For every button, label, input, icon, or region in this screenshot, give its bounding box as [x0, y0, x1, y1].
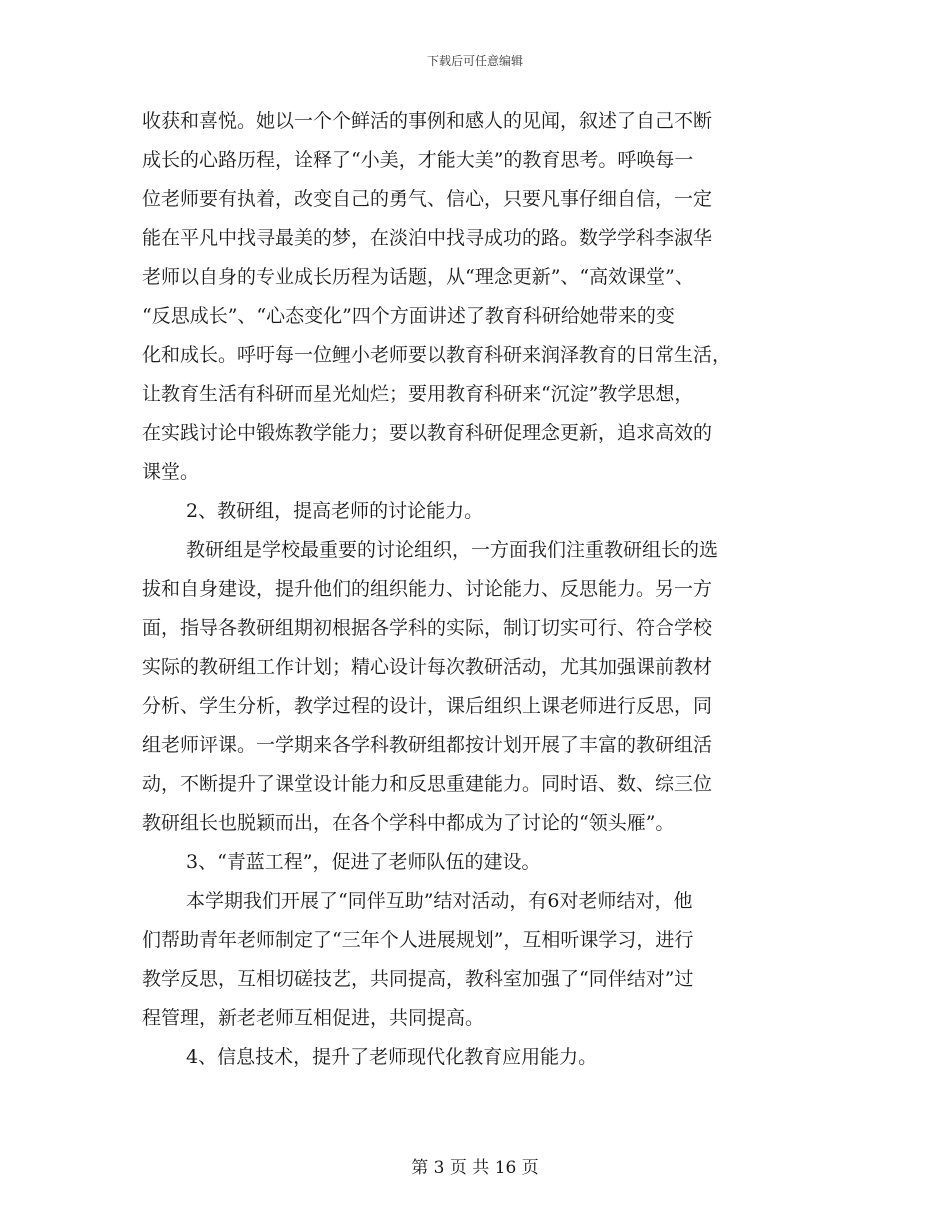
- text-line: 成长的心路历程，诠释了“小美，才能大美”的教育思考。呼唤每一: [142, 149, 694, 171]
- text-line: “反思成长”、“心态变化”四个方面讲述了教育科研给她带来的变: [142, 305, 675, 327]
- text-line: 在实践讨论中锻炼教学能力；要以教育科研促理念更新，追求高效的: [142, 422, 713, 444]
- text-line: 动，不断提升了课堂设计能力和反思重建能力。同时语、数、综三位: [142, 773, 713, 795]
- text-line: 面，指导各教研组期初根据各学科的实际，制订切实可行、符合学校: [142, 617, 713, 639]
- text-line: 教研组长也脱颖而出，在各个学科中都成为了讨论的“领头雁”。: [142, 812, 675, 834]
- text-line: 收获和喜悦。她以一个个鲜活的事例和感人的见闻，叙述了自己不断: [142, 110, 713, 132]
- text-line: 化和成长。呼吁每一位鲤小老师要以教育科研来润泽教育的日常生活，: [142, 344, 732, 366]
- text-line: 教研组是学校最重要的讨论组织，一方面我们注重教研组长的选: [186, 539, 719, 561]
- section-heading: 3、“青蓝工程”，促进了老师队伍的建设。: [186, 851, 541, 873]
- text-line: 老师以自身的专业成长历程为话题，从“理念更新”、“高效课堂”、: [142, 266, 694, 288]
- text-line: 程管理，新老老师互相促进，共同提高。: [142, 1007, 485, 1029]
- text-line: 组老师评课。一学期来各学科教研组都按计划开展了丰富的教研组活: [142, 734, 713, 756]
- section-heading: 2、教研组，提高老师的讨论能力。: [186, 500, 484, 522]
- page-header: 下载后可任意编辑: [426, 54, 523, 68]
- text-line: 实际的教研组工作计划；精心设计每次教研活动，尤其加强课前教材: [142, 656, 713, 678]
- text-line: 课堂。: [142, 461, 200, 483]
- text-line: 们帮助青年老师制定了“三年个人进展规划”，互相听课学习，进行: [142, 929, 694, 951]
- text-line: 分析、学生分析，教学过程的设计，课后组织上课老师进行反思，同: [142, 695, 713, 717]
- text-line: 教学反思，互相切磋技艺，共同提高，教科室加强了“同伴结对”过: [142, 968, 694, 990]
- text-line: 让教育生活有科研而星光灿烂；要用教育科研来“沉淀”教学思想，: [142, 383, 694, 405]
- section-heading: 4、信息技术，提升了老师现代化教育应用能力。: [186, 1046, 598, 1068]
- text-line: 位老师要有执着，改变自己的勇气、信心，只要凡事仔细自信，一定: [142, 188, 713, 210]
- text-line: 本学期我们开展了“同伴互助”结对活动，有6对老师结对，他: [186, 890, 693, 912]
- text-line: 拔和自身建设，提升他们的组织能力、讨论能力、反思能力。另一方: [142, 578, 713, 600]
- page-footer: 第 3 页 共 16 页: [411, 1158, 539, 1178]
- text-line: 能在平凡中找寻最美的梦，在淡泊中找寻成功的路。数学学科李淑华: [142, 227, 713, 249]
- document-body: [142, 102, 808, 1077]
